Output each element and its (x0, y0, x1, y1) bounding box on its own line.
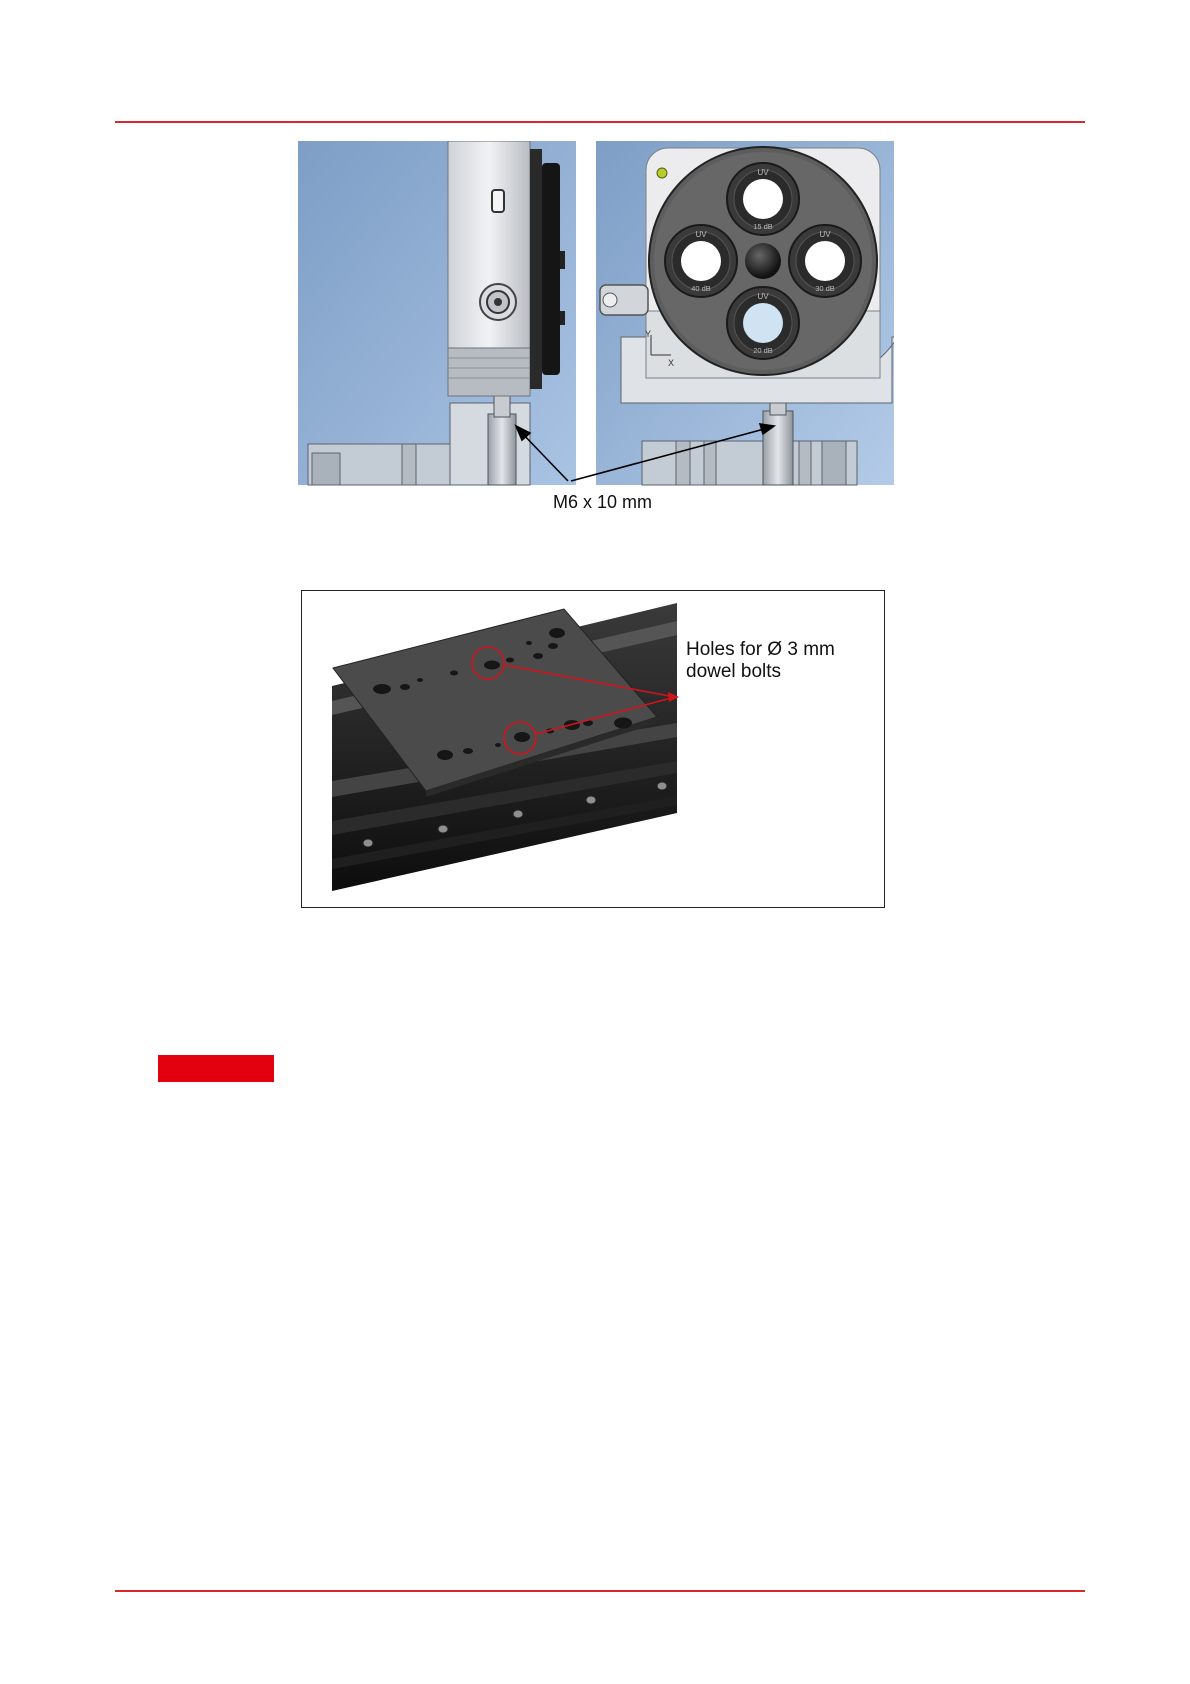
footer-rule (115, 1590, 1085, 1592)
filter-label-left-uv: UV (695, 230, 707, 239)
m6-dimension-label: M6 x 10 mm (553, 492, 653, 512)
axis-y-label: Y (645, 329, 652, 339)
filter-label-top-uv: UV (757, 168, 769, 177)
filter-opening-left (665, 225, 737, 297)
figure-detector-mounting (298, 141, 894, 496)
filter-opening-bottom (727, 287, 799, 359)
filter-label-bottom-uv: UV (757, 292, 769, 301)
filter-label-bottom-db: 20 dB (753, 346, 773, 355)
red-label-badge (158, 1055, 274, 1082)
axis-x-label: X (668, 358, 675, 368)
filter-opening-top (727, 163, 799, 235)
header-rule (115, 121, 1085, 123)
dowel-callout-line2: dowel bolts (686, 661, 782, 682)
figure-stage-plate (301, 590, 885, 908)
filter-opening-right (789, 225, 861, 297)
filter-label-left-db: 40 dB (691, 284, 711, 293)
filter-label-right-db: 30 dB (815, 284, 835, 293)
dowel-callout-line1: Holes for Ø 3 mm (686, 639, 835, 660)
dowel-callout (686, 639, 835, 683)
side-view (298, 141, 576, 485)
filter-label-right-uv: UV (819, 230, 831, 239)
filter-label-top-db: 15 dB (753, 222, 773, 231)
